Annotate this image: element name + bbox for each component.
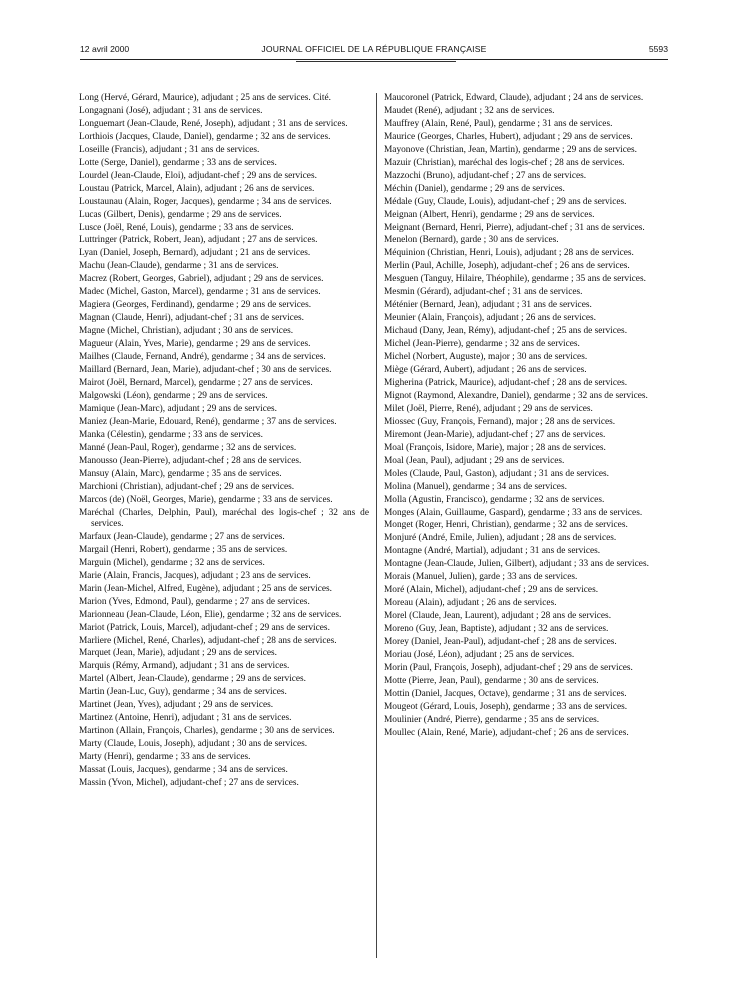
list-item: Mazuir (Christian), maréchal des logis-chef ; 28 ans de services. — [384, 157, 625, 168]
list-item: Miège (Gérard, Aubert), adjudant ; 26 ans de services. — [384, 365, 587, 376]
list-item: Marcos (de) (Noël, Georges, Marie), gendarme ; 33 ans de services. — [79, 494, 333, 505]
list-item: Luttringer (Patrick, Robert, Jean), adjudant ; 27 ans de services. — [79, 235, 318, 246]
list-item: Longuemart (Jean-Claude, René, Joseph), adjudant ; 31 ans de services. — [79, 118, 348, 129]
list-item: Loseille (Francis), adjudant ; 31 ans de services. — [79, 144, 260, 155]
list-item: Malgowski (Léon), gendarme ; 29 ans de services. — [79, 390, 268, 401]
list-item: Mazzochi (Bruno), adjudant-chef ; 27 ans de services. — [384, 170, 587, 181]
list-item: Moal (François, Isidore, Marie), major ; 28 ans de services. — [384, 442, 606, 453]
list-item: Menelon (Bernard), garde ; 30 ans de services. — [384, 235, 559, 246]
list-item: Marliere (Michel, René, Charles), adjudant-chef ; 28 ans de services. — [79, 635, 337, 646]
list-item: Michel (Jean-Pierre), gendarme ; 32 ans de services. — [384, 339, 580, 350]
list-item: Maillard (Bernard, Jean, Marie), adjudant-chef ; 30 ans de services. — [79, 365, 332, 376]
list-item: Martinet (Jean, Yves), adjudant ; 29 ans de services. — [79, 700, 274, 711]
list-item: Martinon (Allain, François, Charles), gendarme ; 30 ans de services. — [79, 726, 335, 737]
list-item: Mignot (Raymond, Alexandre, Daniel), gendarme ; 32 ans de services. — [384, 390, 648, 401]
list-item: Marion (Yves, Edmond, Paul), gendarme ; 27 ans de services. — [79, 596, 310, 607]
list-item: Monges (Alain, Guillaume, Gaspard), gendarme ; 33 ans de services. — [384, 507, 643, 518]
list-item: Moles (Claude, Paul, Gaston), adjudant ; 31 ans de services. — [384, 468, 609, 479]
list-item: Michaud (Dany, Jean, Rémy), adjudant-chef ; 25 ans de services. — [384, 326, 628, 337]
list-item: Martin (Jean-Luc, Guy), gendarme ; 34 ans de services. — [79, 687, 287, 698]
right-column — [384, 93, 672, 741]
list-item: Migherina (Patrick, Maurice), adjudant-chef ; 28 ans de services. — [384, 377, 628, 388]
list-item: Marchioni (Christian), adjudant-chef ; 29 ans de services. — [79, 481, 295, 492]
page-header — [80, 44, 668, 58]
list-item: Lorthiois (Jacques, Claude, Daniel), gendarme ; 32 ans de services. — [79, 131, 331, 142]
list-item: Miremont (Jean-Marie), adjudant-chef ; 27 ans de services. — [384, 429, 606, 440]
list-item: Morel (Claude, Jean, Laurent), adjudant ; 28 ans de services. — [384, 611, 612, 622]
list-item: Mamique (Jean-Marc), adjudant ; 29 ans de services. — [79, 403, 277, 414]
list-item: Manné (Jean-Paul, Roger), gendarme ; 32 ans de services. — [79, 442, 297, 453]
list-item: Méchin (Daniel), gendarme ; 29 ans de services. — [384, 183, 565, 194]
list-item: Mauffrey (Alain, René, Paul), gendarme ; 31 ans de services. — [384, 118, 613, 129]
list-item: Magiera (Georges, Ferdinand), gendarme ; 29 ans de services. — [79, 300, 312, 311]
header-rule-short — [296, 61, 456, 62]
list-item: Méquinion (Christian, Henri, Louis), adjudant ; 28 ans de services. — [384, 248, 634, 259]
list-item: Moreau (Alain), adjudant ; 26 ans de services. — [384, 598, 557, 609]
list-item: Monjuré (André, Emile, Julien), adjudant ; 28 ans de services. — [384, 533, 617, 544]
list-item: Machu (Jean-Claude), gendarme ; 31 ans de services. — [79, 261, 279, 272]
list-item: Massat (Louis, Jacques), gendarme ; 34 ans de services. — [79, 765, 288, 776]
list-item: Miossec (Guy, François, Fernand), major ; 28 ans de services. — [384, 416, 616, 427]
list-item: Meignant (Bernard, Henri, Pierre), adjudant-chef ; 31 ans de services. — [384, 222, 645, 233]
list-item: Mottin (Daniel, Jacques, Octave), gendarme ; 31 ans de services. — [384, 688, 627, 699]
list-item: Monget (Roger, Henri, Christian), gendarme ; 32 ans de services. — [384, 520, 628, 531]
list-item: Mairot (Joël, Bernard, Marcel), gendarme ; 27 ans de services. — [79, 377, 313, 388]
list-item: Moreno (Guy, Jean, Baptiste), adjudant ; 32 ans de services. — [384, 624, 609, 635]
list-item: Long (Hervé, Gérard, Maurice), adjudant ; 25 ans de services. Cité. — [79, 93, 331, 103]
list-item: Mesguen (Tanguy, Hilaire, Théophile), gendarme ; 35 ans de services. — [384, 274, 646, 285]
list-item: Martinez (Antoine, Henri), adjudant ; 31 ans de services. — [79, 713, 292, 724]
list-item: Marionneau (Jean-Claude, Léon, Elie), gendarme ; 32 ans de services. — [79, 609, 342, 620]
list-item: Morin (Paul, François, Joseph), adjudant-chef ; 29 ans de services. — [384, 662, 633, 673]
list-item: Morey (Daniel, Jean-Paul), adjudant-chef ; 28 ans de services. — [384, 637, 617, 648]
list-item: Marquis (Rémy, Armand), adjudant ; 31 ans de services. — [79, 661, 290, 672]
list-item: Mariot (Patrick, Louis, Marcel), adjudant-chef ; 29 ans de services. — [79, 622, 330, 633]
list-item: Martel (Albert, Jean-Claude), gendarme ; 29 ans de services. — [79, 674, 307, 685]
list-item: Mesmin (Gérard), adjudant-chef ; 31 ans de services. — [384, 287, 583, 298]
list-item: Marin (Jean-Michel, Alfred, Eugène), adjudant ; 25 ans de services. — [79, 583, 332, 594]
list-item: Maucoronel (Patrick, Edward, Claude), adjudant ; 24 ans de services. — [384, 93, 644, 103]
list-item: Médale (Guy, Claude, Louis), adjudant-chef ; 29 ans de services. — [384, 196, 627, 207]
list-item: Manka (Célestin), gendarme ; 33 ans de services. — [79, 429, 263, 440]
list-item: Motte (Pierre, Jean, Paul), gendarme ; 30 ans de services. — [384, 675, 599, 686]
list-item: Lusce (Joël, René, Louis), gendarme ; 33 ans de services. — [79, 222, 294, 233]
list-item: Magnan (Claude, Henri), adjudant-chef ; 31 ans de services. — [79, 313, 304, 324]
list-item: Longagnani (José), adjudant ; 31 ans de services. — [79, 105, 263, 116]
list-item: Milet (Joël, Pierre, René), adjudant ; 29 ans de services. — [384, 403, 593, 414]
list-item: Marfaux (Jean-Claude), gendarme ; 27 ans de services. — [79, 531, 285, 542]
issue-date: 12 avril 2000 — [80, 44, 130, 54]
list-item: Maudet (René), adjudant ; 32 ans de services. — [384, 105, 555, 116]
list-item: Marty (Henri), gendarme ; 33 ans de services. — [79, 752, 251, 763]
list-item: Lyan (Daniel, Joseph, Bernard), adjudant ; 21 ans de services. — [79, 248, 311, 259]
journal-title: JOURNAL OFFICIEL DE LA RÉPUBLIQUE FRANÇAISE — [261, 44, 487, 54]
list-item: Lotte (Serge, Daniel), gendarme ; 33 ans de services. — [79, 157, 277, 168]
list-item: Meignan (Albert, Henri), gendarme ; 29 ans de services. — [384, 209, 595, 220]
list-item: Molina (Manuel), gendarme ; 34 ans de services. — [384, 481, 567, 492]
list-item: Merlin (Paul, Achille, Joseph), adjudant-chef ; 26 ans de services. — [384, 261, 630, 272]
list-item: Madec (Michel, Gaston, Marcel), gendarme ; 31 ans de services. — [79, 287, 321, 298]
list-item: Moré (Alain, Michel), adjudant-chef ; 29 ans de services. — [384, 585, 599, 596]
list-item: Marquet (Jean, Marie), adjudant ; 29 ans de services. — [79, 648, 277, 659]
list-item: Maréchal (Charles, Delphin, Paul), maréchal des logis-chef ; 32 ans de services. — [79, 507, 369, 529]
header-rule — [80, 59, 668, 60]
list-item: Massin (Yvon, Michel), adjudant-chef ; 27 ans de services. — [79, 778, 299, 789]
list-item: Maniez (Jean-Marie, Edouard, René), gendarme ; 37 ans de services. — [79, 416, 337, 427]
list-item: Montagne (Jean-Claude, Julien, Gilbert), adjudant ; 33 ans de services. — [384, 559, 649, 570]
list-item: Meunier (Alain, François), adjudant ; 26 ans de services. — [384, 313, 596, 324]
list-item: Marie (Alain, Francis, Jacques), adjudant ; 23 ans de services. — [79, 570, 311, 581]
list-item: Loustaunau (Alain, Roger, Jacques), gendarme ; 34 ans de services. — [79, 196, 332, 207]
list-item: Magne (Michel, Christian), adjudant ; 30 ans de services. — [79, 326, 294, 337]
list-item: Loustau (Patrick, Marcel, Alain), adjudant ; 26 ans de services. — [79, 183, 315, 194]
list-item: Mougeot (Gérard, Louis, Joseph), gendarme ; 33 ans de services. — [384, 701, 628, 712]
list-item: Montagne (André, Martial), adjudant ; 31 ans de services. — [384, 546, 601, 557]
page-number: 5593 — [648, 44, 668, 54]
list-item: Lourdel (Jean-Claude, Eloi), adjudant-chef ; 29 ans de services. — [79, 170, 317, 181]
list-item: Mansuy (Alain, Marc), gendarme ; 35 ans de services. — [79, 468, 282, 479]
list-item: Moullec (Alain, René, Marie), adjudant-chef ; 26 ans de services. — [384, 727, 629, 738]
list-item: Marty (Claude, Louis, Joseph), adjudant ; 30 ans de services. — [79, 739, 308, 750]
list-item: Mayonove (Christian, Jean, Martin), gendarme ; 29 ans de services. — [384, 144, 637, 155]
list-item: Michel (Norbert, Auguste), major ; 30 ans de services. — [384, 352, 588, 363]
list-item: Magueur (Alain, Yves, Marie), gendarme ; 29 ans de services. — [79, 339, 311, 350]
list-item: Manousso (Jean-Pierre), adjudant-chef ; 28 ans de services. — [79, 455, 302, 466]
list-item: Moulinier (André, Pierre), gendarme ; 35 ans de services. — [384, 714, 600, 725]
list-item: Morais (Manuel, Julien), garde ; 33 ans de services. — [384, 572, 578, 583]
list-item: Lucas (Gilbert, Denis), gendarme ; 29 ans de services. — [79, 209, 282, 220]
column-divider — [376, 93, 377, 958]
list-item: Méténier (Bernard, Jean), adjudant ; 31 ans de services. — [384, 300, 592, 311]
list-item: Moal (Jean, Paul), adjudant ; 29 ans de services. — [384, 455, 565, 466]
list-item: Mailhes (Claude, Fernand, André), gendarme ; 34 ans de services. — [79, 352, 326, 363]
list-item: Moriau (José, Léon), adjudant ; 25 ans de services. — [384, 649, 575, 660]
list-item: Marguin (Michel), gendarme ; 32 ans de services. — [79, 557, 265, 568]
list-item: Molla (Agustin, Francisco), gendarme ; 32 ans de services. — [384, 494, 605, 505]
list-item: Margail (Henri, Robert), gendarme ; 35 ans de services. — [79, 544, 288, 555]
left-column — [79, 93, 369, 791]
list-item: Maurice (Georges, Charles, Hubert), adjudant ; 29 ans de services. — [384, 131, 633, 142]
list-item: Macrez (Robert, Georges, Gabriel), adjudant ; 29 ans de services. — [79, 274, 324, 285]
